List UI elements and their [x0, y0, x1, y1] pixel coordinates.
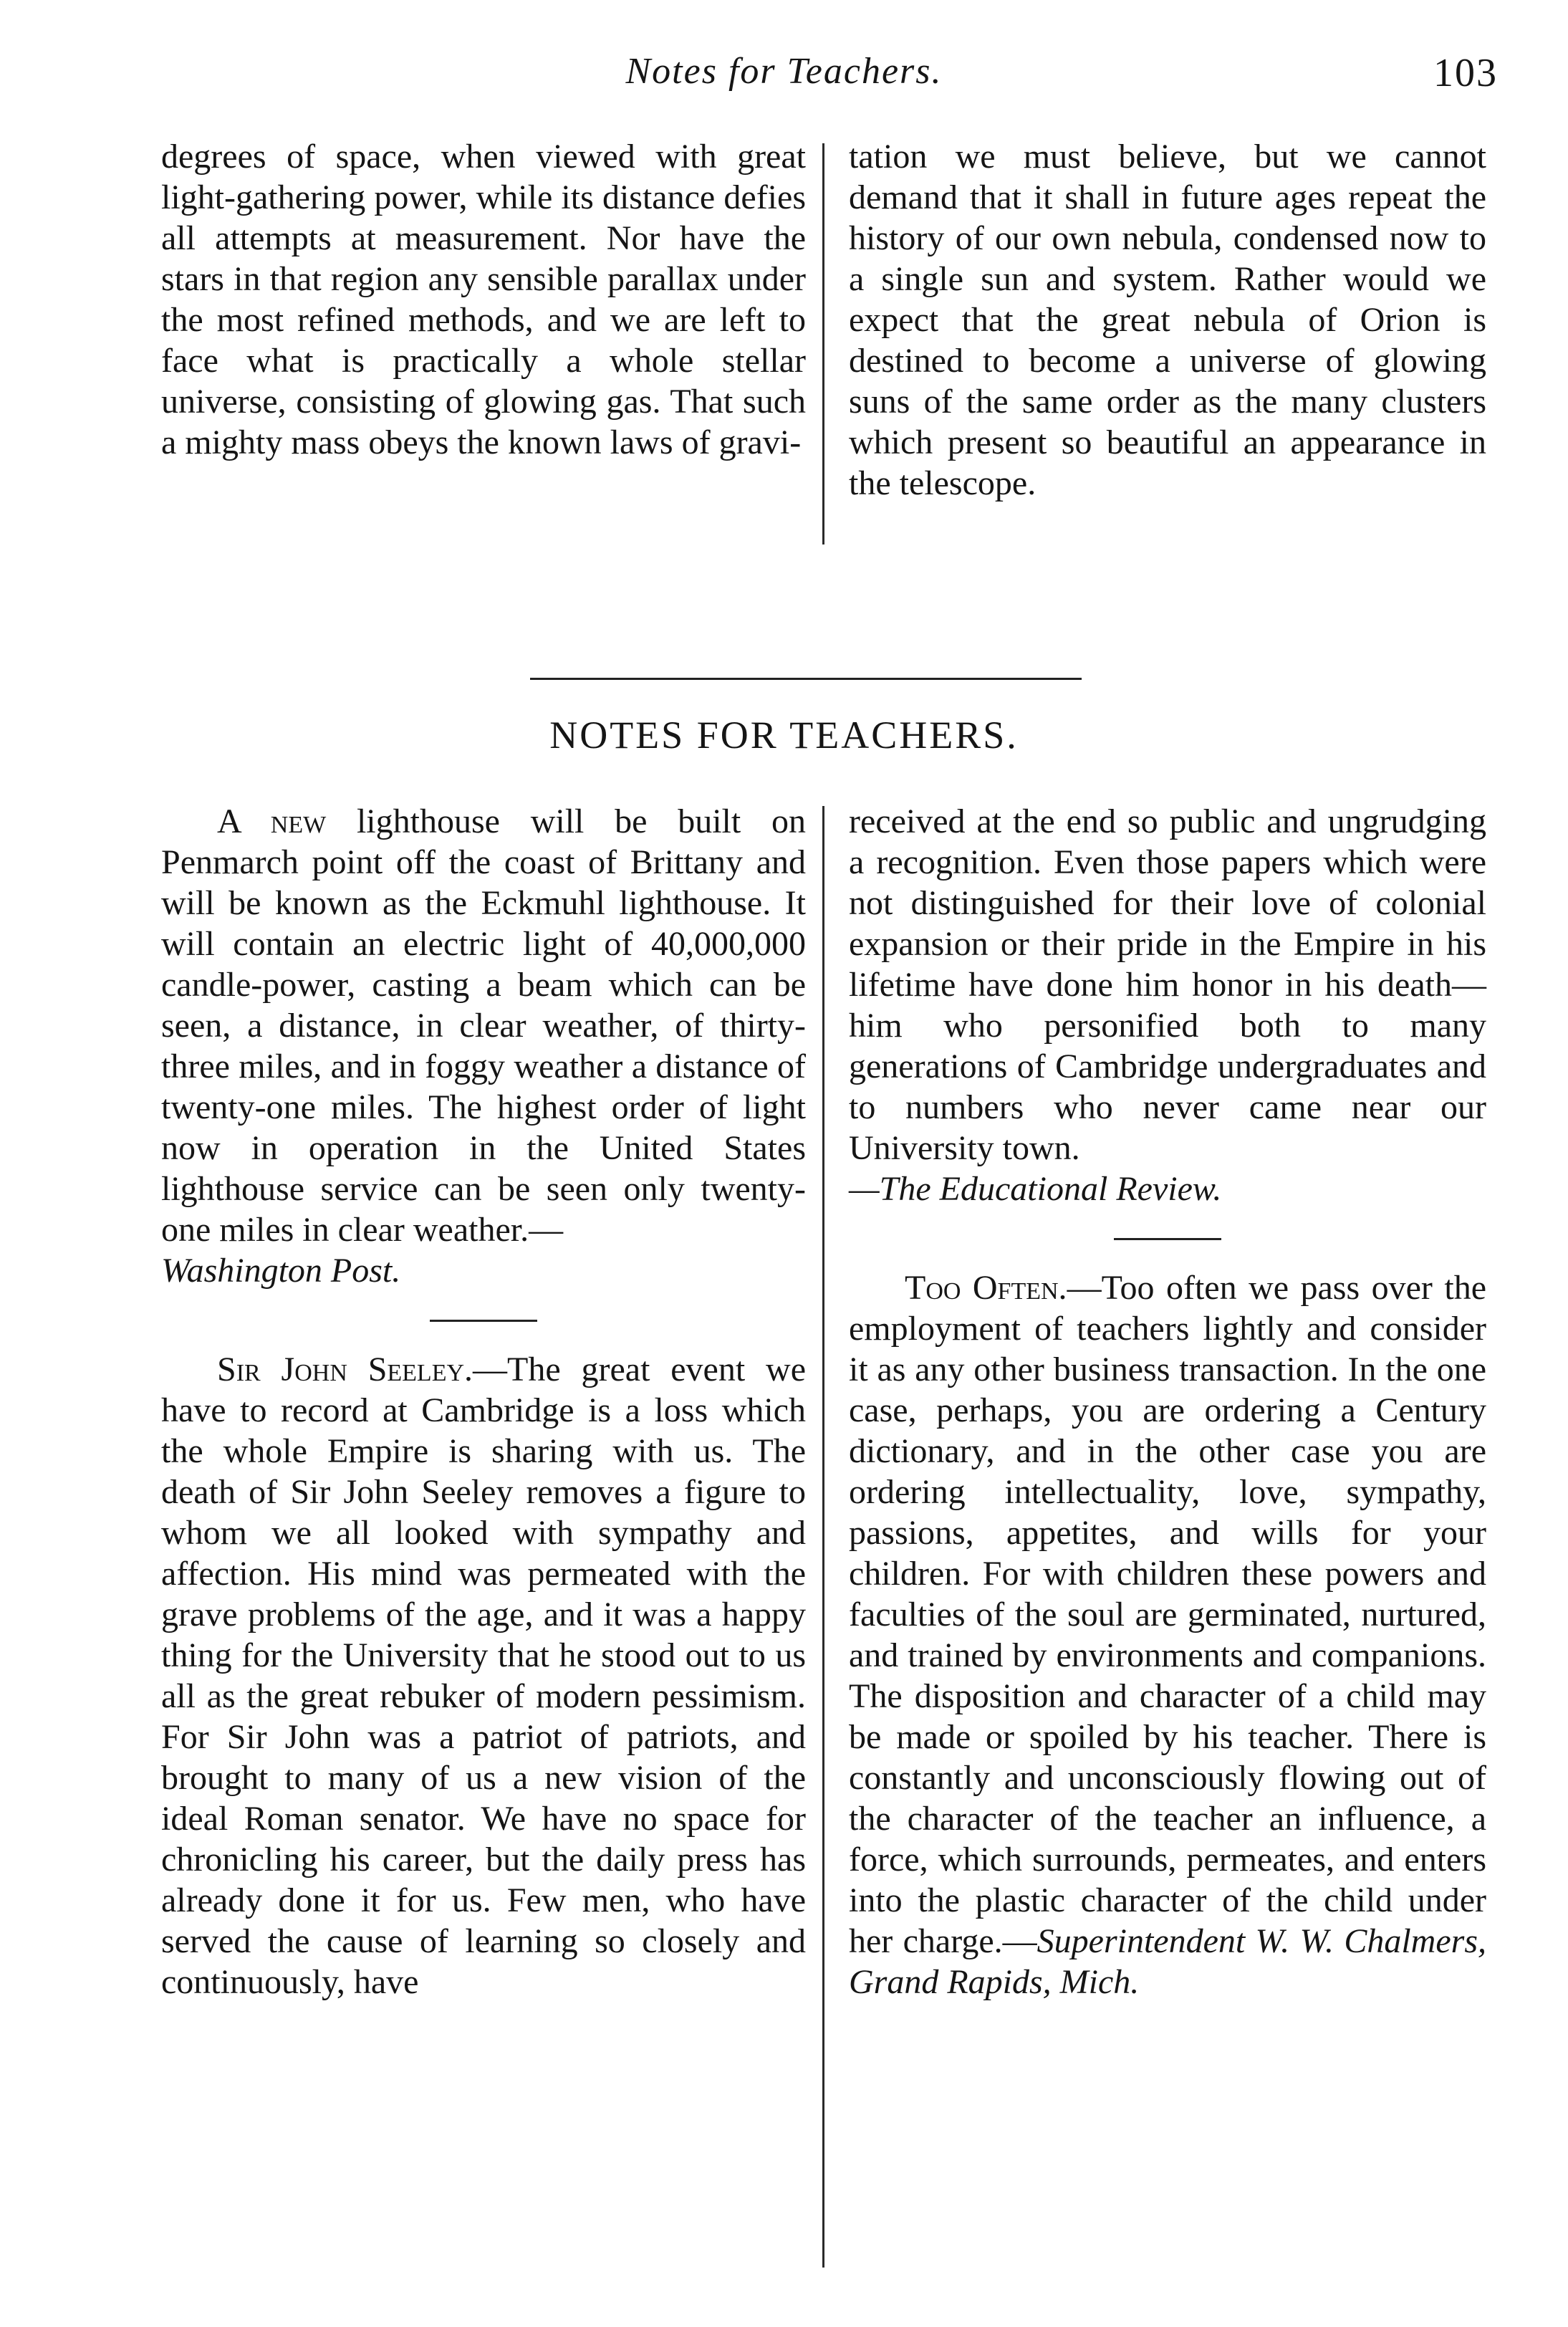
top-right-paragraph: tation we must believe, but we cannot demand that it shall in future ages repeat the history of our own nebula, condensed now to a single sun and system. Rather would we expect that the great nebula of Orion is destined to become a universe of glowing suns of the same order as the many clusters which present so beautiful an appearance in the telescope. — [849, 138, 1486, 502]
too-often-article — [849, 1267, 1486, 2002]
too-often-lead: Too Often. — [905, 1269, 1067, 1307]
seeley-source: —The Educational Review. — [849, 1170, 1222, 1208]
running-head — [0, 50, 1568, 107]
seeley-continuation-text: received at the end so public and ungrudging a recognition. Even those papers which were not distinguished for their love of colonial expansion or their pride in the Empire in his lifetime have done him honor in his death—him who personified both to many generations of Cambridge undergraduates and to numbers who never came near our University town. — [849, 802, 1486, 1167]
lighthouse-article — [161, 801, 806, 1291]
main-right-column — [849, 801, 1486, 2002]
lighthouse-source: Washington Post. — [161, 1252, 401, 1290]
lighthouse-body: lighthouse will be built on Penmarch point off the coast of Brittany and will be known as the Eckmuhl lighthouse. It will contain an electric light of 40,000,000 candle-power, casting a beam which can be seen, a distance, in clear weather, of thirty-three miles, and in foggy weather a distance of twenty-one miles. The highest order of light now in operation in the United States lighthouse service can be seen only twenty-one miles in clear weather.— — [161, 802, 806, 1249]
running-head-title: Notes for Teachers. — [625, 51, 943, 92]
page-number: 103 — [1433, 51, 1498, 95]
article-separator-rule — [1114, 1238, 1221, 1240]
top-left-column — [161, 136, 806, 463]
seeley-lead: Sir John Seeley. — [217, 1350, 473, 1388]
top-left-paragraph: degrees of space, when viewed with great light-gathering power, while its distance defies all attempts at measurement. Nor have the stars in that region any sensible parallax under the most refined methods, and we are left to face what is practically a whole stellar universe, consisting of glowing gas. That such a mighty mass obeys the known laws of gravi- — [161, 138, 806, 461]
main-left-column — [161, 801, 806, 2002]
section-title: NOTES FOR TEACHERS. — [549, 714, 1019, 757]
article-separator-rule — [430, 1320, 537, 1322]
lighthouse-lead: A new — [217, 802, 327, 840]
too-often-source: Superintendent W. W. Chalmers, Grand Rapids, Mich. — [849, 1922, 1487, 2001]
top-right-column — [849, 136, 1486, 504]
section-divider-rule — [530, 678, 1082, 680]
main-column-divider — [822, 806, 824, 2268]
too-often-body: —Too often we pass over the employment of teachers lightly and consider it as any other business transaction. In the one case, perhaps, you are ordering a Century dictionary, and in the other case you are ordering intellectuality, love, sympathy, passions, appetites, and wills for your children. For with children these powers and faculties of the soul are germinated, nurtured, and trained by environments and companions. The disposition and character of a child may be made or spoiled by his teacher. There is constantly and unconsciously flowing out of the character of the teacher an influence, a force, which surrounds, permeates, and enters into the plastic character of the child under her charge.— — [849, 1269, 1487, 1960]
top-column-divider — [822, 143, 824, 544]
seeley-body: —The great event we have to record at Cambridge is a loss which the whole Empire is sharing with us. The death of Sir John Seeley removes a figure to whom we all looked with sympathy and affection. His mind was permeated with the grave problems of the age, and it was a happy thing for the University that he stood out to us all as the great rebuker of modern pessimism. For Sir John was a patriot of patriots, and brought to many of us a new vision of the ideal Roman senator. We have no space for chronicling his career, but the daily press has already done it for us. Few men, who have served the cause of learning so closely and continuously, have — [161, 1350, 807, 2001]
seeley-continuation — [849, 801, 1486, 1209]
seeley-article — [161, 1349, 806, 2002]
